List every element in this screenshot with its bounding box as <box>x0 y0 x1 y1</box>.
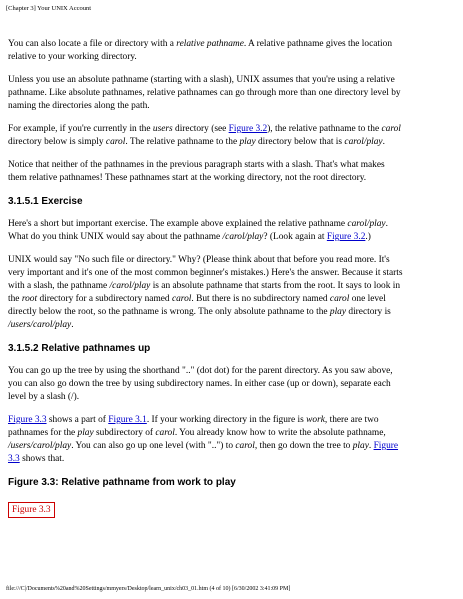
text-line <box>8 319 456 332</box>
italic-term: play <box>352 441 369 451</box>
page-header: [Chapter 3] Your UNIX Account <box>6 5 92 12</box>
text-line <box>8 453 456 466</box>
italic-term: relative pathname <box>176 39 244 49</box>
text-line: Notice that neither of the pathnames in the previous paragraph starts with a slash. That's what makes <box>8 160 385 170</box>
italic-term: carol <box>105 137 126 147</box>
text: with a slash, the pathname <box>8 281 110 291</box>
text: shows that. <box>19 454 65 464</box>
italic-term: play <box>329 307 347 317</box>
text: , there are two <box>324 415 379 425</box>
text: ), the relative pathname to the <box>267 124 382 134</box>
heading-exercise: 3.1.5.1 Exercise <box>8 196 83 207</box>
text: .) <box>365 232 371 242</box>
text-line: very important and it's one of the most common beginner's mistakes.) Here's the answer. Because it starts <box>8 268 403 278</box>
text: subdirectory of <box>93 428 156 438</box>
text-line: naming the directories along the path. <box>8 101 150 111</box>
text-line: Unless you use an absolute pathname (starting with a slash), UNIX assumes that you're using a relative <box>8 75 395 85</box>
text-line: you can also go down the tree by using subdirectory names. In either case (up or down), separate each <box>8 379 391 389</box>
link-figure-3-2[interactable]: Figure 3.2 <box>326 232 366 242</box>
italic-term: carol <box>171 294 192 304</box>
italic-term: users <box>152 124 173 134</box>
text: . The relative pathname to the <box>125 137 240 147</box>
italic-term: /users/carol/play <box>8 320 72 330</box>
text-line: relative to your working directory. <box>8 52 137 62</box>
italic-term: work <box>306 415 325 425</box>
italic-term: carol/play <box>347 219 386 229</box>
paragraph-go-up <box>8 365 456 404</box>
text: . <box>368 441 374 451</box>
italic-term: carol <box>235 441 255 451</box>
text: . <box>382 137 385 147</box>
paragraph-exercise <box>8 218 456 244</box>
heading-relative-up: 3.1.5.2 Relative pathnames up <box>8 343 151 354</box>
text-line: You can go up the tree by using the shorthand ".." (dot dot) for the parent directory. As you saw above, <box>8 366 393 376</box>
link-figure-3-1[interactable]: Figure 3.1 <box>108 415 147 425</box>
text: ? (Look again at <box>263 232 327 242</box>
text: . <box>71 320 74 330</box>
text: . But there is no subdirectory named <box>191 294 330 304</box>
text: pathnames for the <box>8 428 78 438</box>
text: is an absolute pathname that starts from the root. It says to look in <box>150 281 401 291</box>
text: , then go down the tree to <box>254 441 353 451</box>
paragraph-example <box>8 123 456 149</box>
text: For example, if you're currently in the <box>8 124 153 134</box>
text-line <box>8 136 456 149</box>
link-figure-3-3[interactable]: Figure 3.3 <box>8 415 47 425</box>
text: You can also locate a file or directory with a <box>8 39 177 49</box>
page-footer: file:///C|/Documents%20and%20Settings/mmyers/Desktop/learn_unix/ch03_01.htm (4 of 10) [6/30/2002 3:41:09 PM] <box>6 586 291 592</box>
paragraph-figure-ref <box>8 414 456 466</box>
text-line <box>8 231 456 244</box>
italic-term: carol <box>155 428 175 438</box>
link-figure-3-3[interactable]: Figure <box>373 441 399 451</box>
italic-term: play <box>77 428 94 438</box>
text-line: level by a slash (/). <box>8 392 80 402</box>
text: directory below is simply <box>8 137 106 147</box>
text-line <box>8 280 456 293</box>
italic-term: /carol/play <box>222 232 264 242</box>
text-line <box>8 414 456 427</box>
link-figure-3-2[interactable]: Figure 3.2 <box>228 124 268 134</box>
paragraph-relative-intro <box>8 38 456 64</box>
text-line <box>8 293 456 306</box>
text-line <box>8 427 456 440</box>
text: one level <box>349 294 386 304</box>
text: directory below that is <box>255 137 345 147</box>
text-line <box>8 38 456 51</box>
link-figure-3-3[interactable]: 3.3 <box>8 454 20 464</box>
heading-figure-3-3: Figure 3.3: Relative pathname from work to play <box>8 477 236 488</box>
paragraph-answer <box>8 254 456 332</box>
text-line: them relative pathnames! These pathnames start at the working directory, not the root directory. <box>8 173 367 183</box>
text-line: pathname. Like absolute pathnames, relative pathnames can go through more than one directory level by <box>8 88 401 98</box>
figure-3-3-image-link[interactable]: Figure 3.3 <box>8 502 55 518</box>
text: . You can also go up one level (with "..") to <box>71 441 236 451</box>
text: What do you think UNIX would say about the pathname <box>8 232 223 242</box>
text: . <box>385 219 388 229</box>
text: directly below the root, so the pathname is wrong. The only absolute pathname to the <box>8 307 330 317</box>
document-content <box>8 38 456 518</box>
text: . If your working directory in the figure is <box>146 415 307 425</box>
text: directory is <box>346 307 391 317</box>
text-line <box>8 218 456 231</box>
text: Here's a short but important exercise. The example above explained the relative pathname <box>8 219 348 229</box>
italic-term: carol/play <box>344 137 383 147</box>
italic-term: root <box>21 294 38 304</box>
text-line <box>8 123 456 136</box>
italic-term: play <box>239 137 256 147</box>
text: shows a part of <box>46 415 109 425</box>
text-line <box>8 440 456 453</box>
italic-term: /carol/play <box>109 281 151 291</box>
text: directory (see <box>172 124 229 134</box>
text-line: UNIX would say "No such file or directory." Why? (Please think about that before you read more. It's <box>8 255 390 265</box>
paragraph-unix-assumes <box>8 74 456 113</box>
text: . A relative pathname gives the location <box>243 39 393 49</box>
text: . You already know how to write the absolute pathname, <box>174 428 386 438</box>
italic-term: carol <box>329 294 350 304</box>
text: the <box>8 294 22 304</box>
italic-term: /users/carol/play <box>8 441 72 451</box>
italic-term: carol <box>381 124 401 134</box>
text-line <box>8 306 456 319</box>
text: directory for a subdirectory named <box>37 294 172 304</box>
paragraph-notice <box>8 159 456 185</box>
